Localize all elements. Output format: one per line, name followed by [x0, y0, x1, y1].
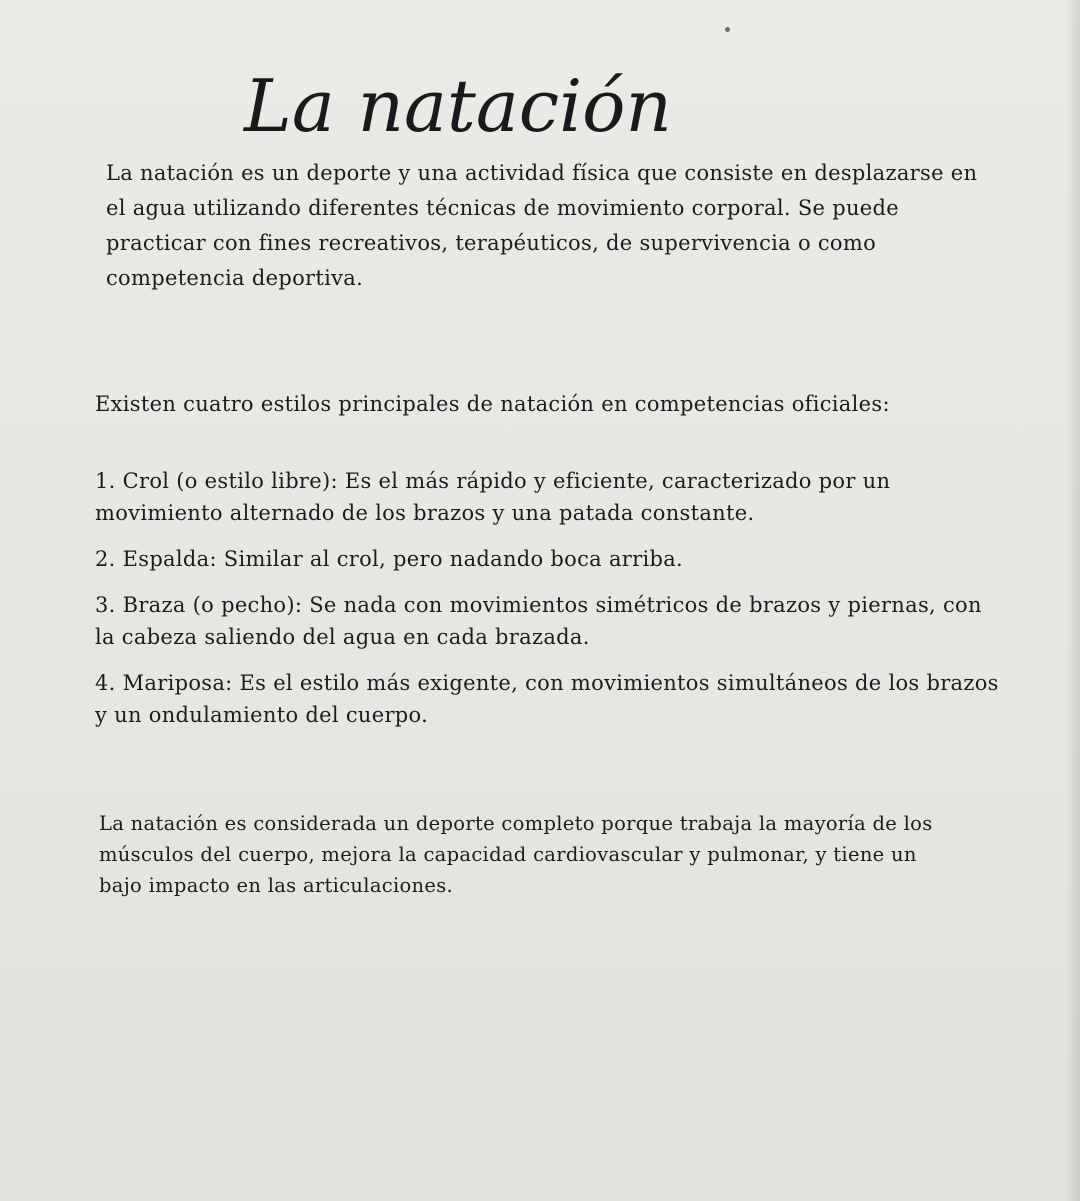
- styles-intro-paragraph: Existen cuatro estilos principales de natación en competencias oficiales:: [95, 392, 890, 416]
- style-item-braza: 3. Braza (o pecho): Se nada con movimientos simétricos de brazos y piernas, con la cabeza saliendo del agua en cada brazada.: [95, 593, 982, 649]
- style-item-crol: 1. Crol (o estilo libre): Es el más rápido y eficiente, caracterizado por un movimiento alternado de los brazos y una patada constante.: [95, 469, 891, 525]
- style-item-espalda: 2. Espalda: Similar al crol, pero nadando boca arriba.: [95, 547, 684, 571]
- page-edge-shadow: [1066, 0, 1080, 1201]
- page-title: La natación: [244, 64, 672, 148]
- conclusion-paragraph: La natación es considerada un deporte completo porque trabaja la mayoría de los músculos del cuerpo, mejora la capacidad cardiovascular y pulmonar, y tiene un bajo impacto en las articulaciones.: [99, 812, 933, 897]
- style-item-mariposa: 4. Mariposa: Es el estilo más exigente, con movimientos simultáneos de los brazos y un ondulamiento del cuerpo.: [95, 671, 999, 727]
- intro-paragraph: La natación es un deporte y una actividad física que consiste en desplazarse en el agua utilizando diferentes técnicas de movimiento corporal. Se puede practicar con fines recreativos, terapéuticos, de supervivencia o como competencia deportiva.: [106, 161, 978, 290]
- paper-speck: [725, 27, 730, 32]
